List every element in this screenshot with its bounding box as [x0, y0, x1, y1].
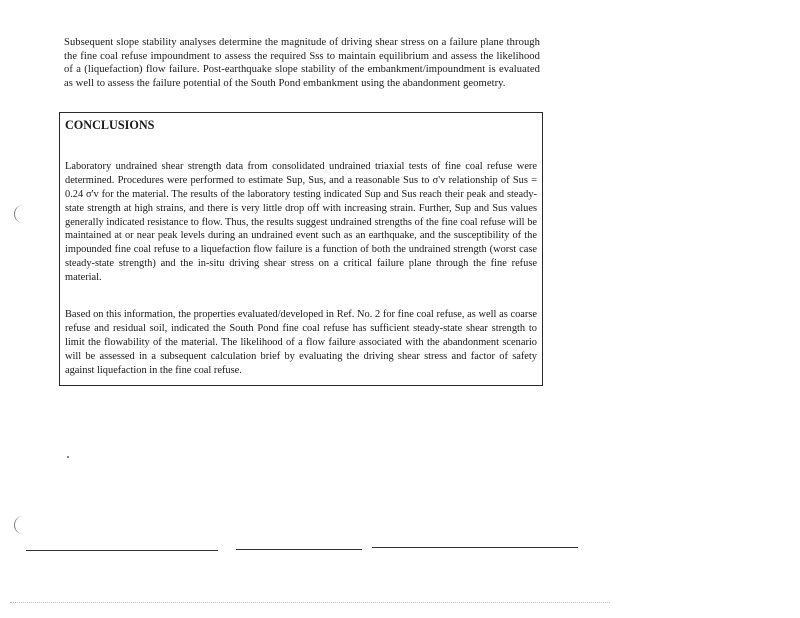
scan-speck — [67, 456, 69, 458]
conclusions-box — [59, 112, 543, 386]
scan-artifact-dots — [10, 602, 610, 609]
intro-paragraph: Subsequent slope stability analyses determine the magnitude of driving shear stress on a failure plane through the fine coal refuse impoundment to assess the required Sss to maintain equilibrium and assess the likelihood of a (liquefaction) flow failure. Post-earthquake slope stability of the embankment/impoundment is evaluated as well to assess the failure potential of the South Pond embankment using the abandonment geometry. — [64, 36, 540, 90]
conclusions-paragraph-2: Based on this information, the properties evaluated/developed in Ref. No. 2 for fine coal refuse, as well as coarse refuse and residual soil, indicated the South Pond fine coal refuse has sufficient steady-state shear strength to limit the flowability of the material. The likelihood of a flow failure associated with the abandonment scenario will be assessed in a subsequent calculation brief by evaluating the driving shear stress and factor of safety against liquefaction in the fine coal refuse. — [65, 309, 537, 376]
footer-rule — [236, 549, 362, 550]
punch-hole-mark — [14, 516, 25, 534]
footer-rule — [372, 547, 578, 548]
conclusions-paragraph-1: Laboratory undrained shear strength data from consolidated undrained triaxial tests of fine coal refuse were determined. Procedures were performed to estimate Sup, Sus, and a reasonable Sus to σ'v relationship of Sus = 0.24 σ'v for the material. The results of the laboratory testing indicated Sup and Sus reach their peak and steady-state strength at high strains, and there is very little drop off with increasing strain. Further, Sup and Sus values generally indicated resistance to flow. Thus, the results suggest undrained strengths of the fine coal refuse will be maintained at or near peak levels during an undrained event such as an earthquake, and the susceptibility of the impounded fine coal refuse to a liquefaction flow failure is a function of both the undrained strength (worst case steady-state strength) and the in-situ driving shear stress on a critical failure plane through the fine refuse material. — [65, 161, 537, 283]
punch-hole-mark — [14, 205, 25, 223]
conclusions-title: CONCLUSIONS — [65, 118, 155, 132]
footer-rule — [26, 550, 218, 551]
